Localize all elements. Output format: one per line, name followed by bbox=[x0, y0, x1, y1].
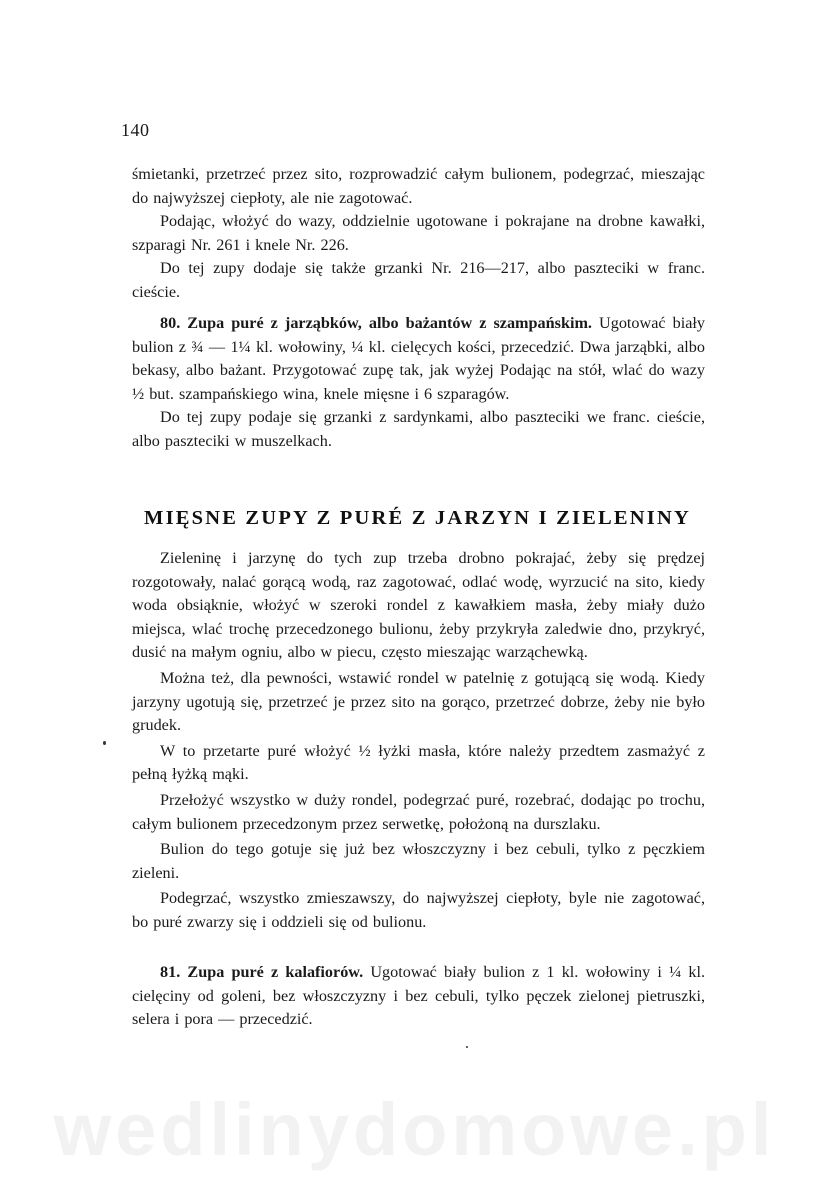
section-paragraph: Przełożyć wszystko w duży rondel, podegrzać puré, rozebrać, dodając po trochu, całym bulionem przecedzonym przez serwetkę, położoną na durszlaku. bbox=[132, 790, 705, 833]
section-heading: MIĘSNE ZUPY Z PURÉ Z JARZYN I ZIELENINY bbox=[144, 507, 691, 529]
continuation-paragraph: Podając, włożyć do wazy, oddzielnie ugotowane i pokrajane na drobne kawałki, szparagi Nr. 261 i knele Nr. 226. bbox=[132, 212, 705, 254]
section-paragraph: Podegrzać, wszystko zmieszawszy, do najwyższej ciepłoty, byle nie zagotować, bo puré zwarzy się i oddzieli się od bulionu. bbox=[132, 889, 705, 931]
recipe-80-text: Ugotować biały bulion z ¾ — 1¼ kl. wołowiny, ¼ kl. cielęcych kości, przecedzić. Dwa jarząbki, albo bekasy, albo bażant. Przygotować zupę tak, jak wyżej Podając na stół, wlać do wazy ½ but. szampańskiego wina, knele mięsne i 6 szparagów. bbox=[132, 314, 706, 403]
section-paragraph: Można też, dla pewności, wstawić rondel w patelnię z gotującą się wodą. Kiedy jarzyny ugotują się, przetrzeć je przez sito na gorąco, przetrzeć dobrze, żeby nie było grudek. bbox=[132, 668, 705, 735]
continuation-paragraph: Do tej zupy dodaje się także grzanki Nr. 216—217, albo paszteciki w franc. cieście. bbox=[132, 259, 705, 301]
recipe-80-note: Do tej zupy podaje się grzanki z sardynkami, albo paszteciki we franc. cieście, albo paszteciki w muszelkach. bbox=[132, 408, 705, 450]
continuation-text bbox=[132, 163, 705, 305]
recipe-80-title: Zupa puré z jarząbków, albo bażantów z szampańskim. bbox=[187, 314, 592, 332]
recipe-81 bbox=[132, 961, 705, 1032]
section-paragraph: W to przetarte puré włożyć ½ łyżki masła, które należy przedtem zasmażyć z pełną łyżką mąki. bbox=[132, 741, 705, 784]
scan-speck bbox=[103, 741, 106, 745]
continuation-paragraph: śmietanki, przetrzeć przez sito, rozprowadzić całym bulionem, podegrzać, mieszając do najwyższej ciepłoty, ale nie zagotować. bbox=[132, 165, 705, 207]
recipe-81-text: Ugotować biały bulion z 1 kl. wołowiny i ¼ kl. cielęciny od goleni, bez włoszczyzny i bez cebuli, tylko pęczek zielonej pietruszki, selera i pora — przecedzić. bbox=[132, 963, 706, 1029]
recipe-81-number: 81. bbox=[160, 963, 181, 981]
watermark: wedlinydomowe.pl bbox=[53, 1088, 776, 1171]
recipe-80-paragraph bbox=[132, 312, 705, 406]
scan-speck bbox=[466, 1046, 468, 1048]
page-number: 140 bbox=[121, 120, 150, 140]
recipe-80-number: 80. bbox=[160, 314, 181, 332]
section-body bbox=[132, 547, 705, 935]
recipe-80 bbox=[132, 312, 705, 454]
section-paragraph: Zieleninę i jarzynę do tych zup trzeba drobno pokrajać, żeby się prędzej rozgotowały, nalać gorącą wodą, raz zagotować, odlać wodę, wyrzucić na sito, kiedy woda obsiąknie, włożyć w szeroki rondel z kawałkiem masła, żeby miały dużo miejsca, wlać trochę przecedzonego bulionu, żeby przykryła zaledwie dno, przykryć, dusić na małym ogniu, albo w piecu, często mieszając warząchewką. bbox=[132, 549, 705, 662]
recipe-81-title: Zupa puré z kalafiorów. bbox=[187, 963, 364, 981]
recipe-81-paragraph bbox=[132, 961, 705, 1032]
section-paragraph: Bulion do tego gotuje się już bez włoszczyzny i bez cebuli, tylko z pęczkiem zieleni. bbox=[132, 840, 705, 882]
